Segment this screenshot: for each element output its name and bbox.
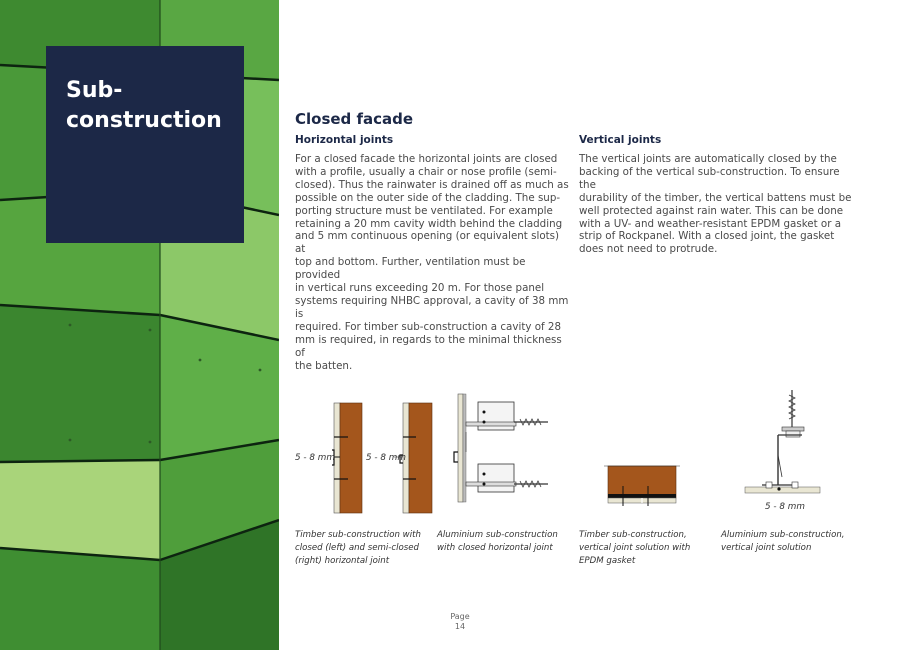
text-line: retaining a 20 mm cavity width behind the cladding — [295, 217, 563, 230]
title-line-1: Sub- — [66, 78, 123, 103]
text-line: backing of the vertical sub-construction. To ensure the — [579, 165, 840, 191]
caption-line: EPDM gasket — [579, 556, 636, 566]
text-line: and 5 mm continuous opening (or equivalent slots) at — [295, 230, 560, 256]
text-line: required. For timber sub-construction a cavity of 28 — [295, 320, 562, 333]
section-title: Closed facade — [295, 110, 414, 128]
caption-aluminium-horizontal — [437, 529, 577, 555]
page-number — [440, 612, 480, 632]
page-title — [66, 76, 222, 136]
text-line: systems requiring NHBC approval, a cavity of 38 mm is — [295, 294, 569, 320]
caption-line: closed (left) and semi-closed — [295, 543, 419, 553]
title-line-2: construction — [66, 108, 222, 133]
text-line: durability of the timber, the vertical battens must be — [579, 191, 852, 204]
text-line: porting structure must be ventilated. For example — [295, 204, 553, 217]
caption-line: with closed horizontal joint — [437, 543, 553, 553]
caption-line: vertical joint solution with — [579, 543, 691, 553]
title-block — [46, 46, 244, 243]
text-line: For a closed facade the horizontal joints are closed — [295, 153, 558, 165]
caption-aluminium-vertical — [721, 529, 861, 555]
dimension-label: 5 - 8 mm — [765, 502, 805, 512]
page-number-value: 14 — [454, 622, 466, 631]
text-line: closed). Thus the rainwater is drained off as much as — [295, 178, 569, 191]
text-line: the batten. — [295, 359, 353, 372]
horizontal-joints-text — [295, 153, 570, 372]
vertical-joints-text — [579, 153, 859, 256]
caption-line: Timber sub-construction with — [295, 530, 421, 540]
caption-line: Timber sub-construction, — [579, 530, 687, 540]
text-line: well protected against rain water. This can be done — [579, 204, 844, 217]
vertical-joints-heading: Vertical joints — [579, 134, 662, 146]
page-label: Page — [450, 612, 470, 621]
caption-line: Aluminium sub-construction — [437, 530, 558, 540]
text-line: top and bottom. Further, ventilation must be provided — [295, 256, 526, 282]
aluminium-horizontal-joint-diagram — [450, 392, 560, 507]
text-line: with a UV- and weather-resistant EPDM gasket or a — [579, 217, 842, 230]
text-line: in vertical runs exceeding 20 m. For those panel — [295, 282, 545, 295]
horizontal-joints-heading: Horizontal joints — [295, 134, 394, 146]
caption-timber-vertical — [579, 529, 719, 568]
text-line: possible on the outer side of the cladding. The sup- — [295, 191, 561, 204]
text-line: The vertical joints are automatically closed by the — [579, 153, 837, 165]
text-line: mm is required, in regards to the minimal thickness of — [295, 333, 562, 359]
caption-line: Aluminium sub-construction, — [721, 530, 845, 540]
caption-timber-horizontal — [295, 529, 435, 568]
timber-vertical-joint-diagram — [600, 460, 685, 510]
caption-line: (right) horizontal joint — [295, 556, 390, 566]
text-line: does not need to protrude. — [579, 243, 718, 256]
caption-line: vertical joint solution — [721, 543, 812, 553]
dimension-label: 5 - 8 mm — [295, 453, 335, 463]
text-line: with a profile, usually a chair or nose profile (semi- — [295, 165, 557, 178]
text-line: strip of Rockpanel. With a closed joint, the gasket — [579, 230, 835, 243]
dimension-label: 5 - 8 mm — [366, 453, 406, 463]
aluminium-vertical-joint-diagram — [740, 385, 825, 500]
